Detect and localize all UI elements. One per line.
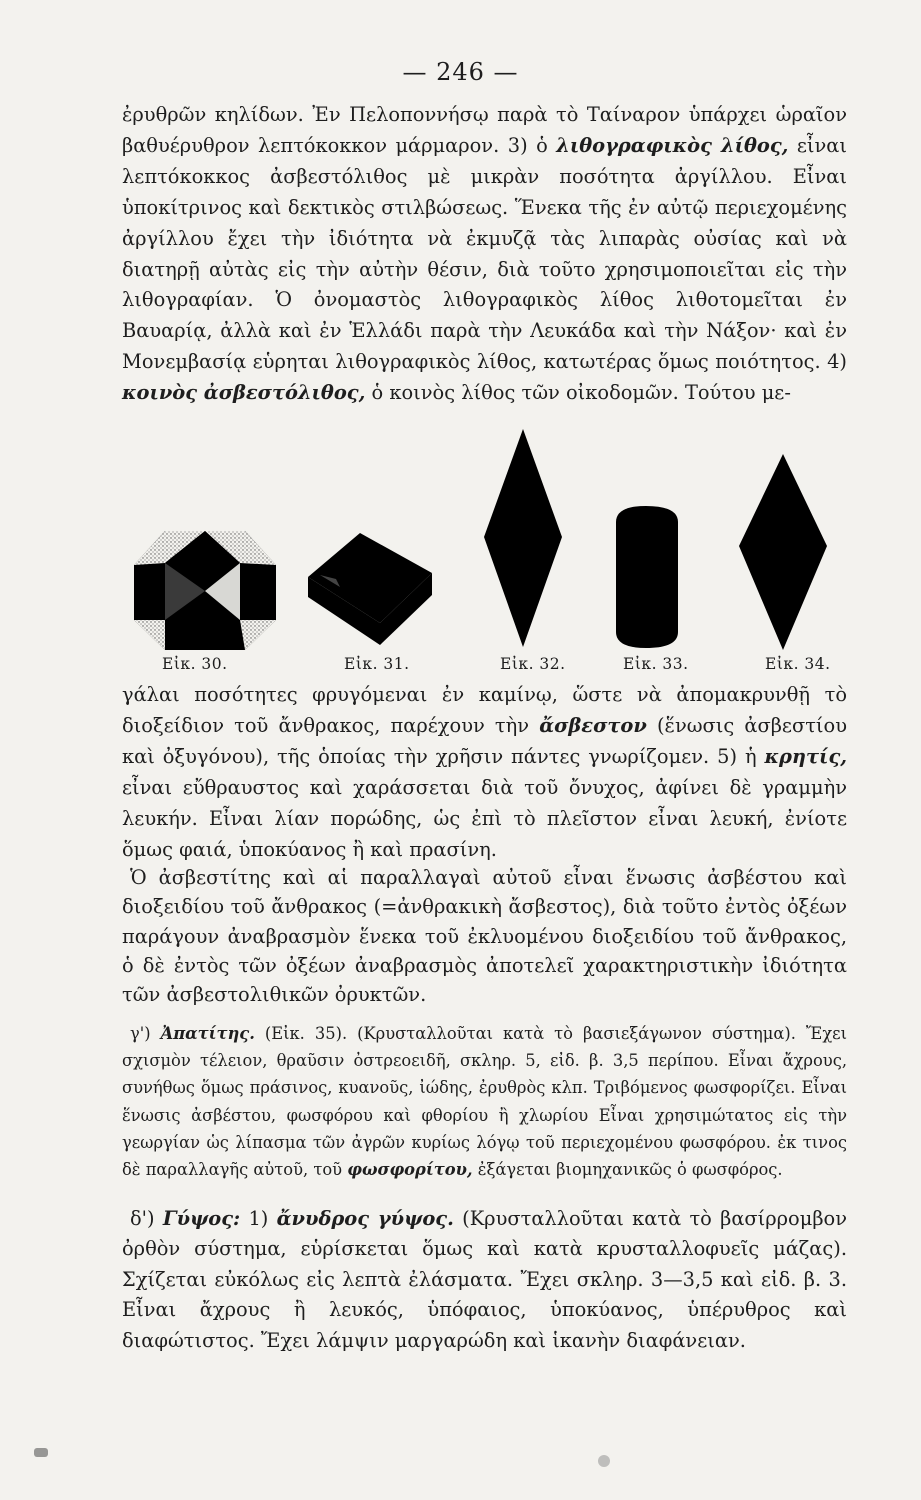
scan-smudge [598, 1455, 610, 1467]
term-chalk: κρητίς, [764, 744, 847, 768]
term-anhydrous-gypsum: ἄνυδρος γύψος. [276, 1207, 454, 1230]
text-segment: ἐρυθρῶν κηλίδων. Ἐν Πελοποννήσῳ παρὰ τὸ Ταίναρον ὑπάρχει ὡραῖον βαθυέρυθρον λεπτόκοκκον μάρμαρον. 3) ὁ [122, 103, 847, 157]
term-common-limestone: κοινὸς ἀσβεστόλιθος, [122, 381, 366, 405]
term-gypsum: Γύψος: [162, 1207, 241, 1230]
text-segment: γάλαι ποσότητες φρυγόμεναι ἐν καμίνῳ, ὥστε νὰ ἀπομακρυνθῇ τὸ διοξείδιον τοῦ ἄνθρακος, παρέχουν τὴν [122, 683, 847, 737]
text-segment: ἐξάγεται βιομηχανικῶς ὁ φωσφόρος. [472, 1160, 783, 1180]
figure-caption: Εἰκ. 33. [623, 655, 689, 673]
page-number: — 246 — [402, 58, 519, 86]
paragraph-asbestite [122, 863, 847, 1009]
paragraph-lithographic-stone [122, 100, 847, 409]
text-segment: (ἕνωσις ἀσβεστίου καὶ ὀξυγόνου), τῆς ὁποίας τὴν χρῆσιν πάντες γνωρίζομεν. 5) ἡ [122, 713, 847, 768]
text-segment: (Κρυσταλλοῦται κατὰ τὸ βασίρρομβον ὀρθὸν σύστημα, εὑρίσκεται ὅμως καὶ κατὰ κρυσταλλοφυεῖς μάζας). Σχίζεται εὐκόλως εἰς λεπτὰ ἐλάσματα. Ἔχει σκληρ. 3—3,5 καὶ εἰδ. β. 3. Εἶναι ἄχρους ἢ λευκός, ὑπόφαιος, ὑποκύανος, ὑπέρυθρος καὶ διαφώτιστος. Ἔχει λάμψιν μαργαρώδη καὶ ἱκανὴν διαφάνειαν. [122, 1207, 847, 1352]
text-segment: εἶναι λεπτόκοκκος ἀσβεστόλιθος μὲ μικρὰν ποσότητα ἀργίλλου. Εἶναι ὑποκίτρινος καὶ δεκτικὸς στιλβώσεως. Ἕνεκα τῆς ἐν αὐτῷ περιεχομένης ἀργίλλου ἔχει τὴν ἰδιότητα νὰ ἐκμυζᾷ τὰς λιπαρὰς οὐσίας καὶ νὰ διατηρῇ αὐτὰς εἰς τὴν αὐτὴν θέσιν, διὰ τοῦτο χρησιμοποιεῖται εἰς τὴν λιθογραφίαν. Ὁ ὀνομαστὸς λιθογραφικὸς λίθος λιθοτομεῖται ἐν Βαυαρίᾳ, ἀλλὰ καὶ ἐν Ἑλλάδι παρὰ τὴν Λευκάδα καὶ τὴν Νάξον· καὶ ἐν Μονεμβασίᾳ εὑρηται λιθογραφικὸς λίθος, κατωτέρας ὅμως ποιότητος. 4) [122, 133, 847, 374]
figure-33-prism [610, 500, 685, 655]
figure-32-bipyramid [478, 425, 568, 655]
figure-30-cuboctahedron [130, 525, 280, 655]
figure-caption: Εἰκ. 32. [500, 655, 566, 673]
figure-caption: Εἰκ. 34. [765, 655, 831, 673]
figure-31-rhombohedron [300, 525, 445, 655]
figure-caption: Εἰκ. 31. [344, 655, 410, 673]
term-lime: ἄσβεστον [539, 713, 647, 737]
figure-34-pyramid [733, 450, 833, 655]
figure-caption: Εἰκ. 30. [162, 655, 228, 673]
section-label: δ') [130, 1207, 163, 1230]
text-segment: ὁ κοινὸς λίθος τῶν οἰκοδομῶν. Τούτου με- [365, 381, 791, 405]
text-segment: εἶναι εὔθραυστος καὶ χαράσσεται διὰ τοῦ ὄνυχος, ἀφίνει δὲ γραμμὴν λευκήν. Εἶναι λίαν πορώδης, ὡς ἐπὶ τὸ πλεῖστον εἶναι λευκή, ἐνίοτε ὅμως φαιά, ὑποκύανος ἢ καὶ πρασίνη. [122, 775, 847, 861]
section-label: γ') [130, 1024, 161, 1043]
paragraph-lime-and-chalk [122, 680, 847, 865]
term-apatite: Ἀπατίτης. [160, 1024, 255, 1043]
text-segment: (Εἰκ. 35). (Κρυσταλλοῦται κατὰ τὸ βασιεξάγωνον σύστημα). Ἔχει σχισμὸν τέλειον, θραῦσιν ὀστρεοειδῆ, σκληρ. 5, εἰδ. β. 3,5 περίπου. Εἶναι ἄχρους, συνήθως ὅμως πράσινος, κυανοῦς, ἰώδης, ἐρυθρὸς κλπ. Τριβόμενος φωσφορίζει. Εἶναι ἕνωσις ἀσβέστου, φωσφόρου καὶ φθορίου ἢ χλωρίου Εἶναι χρησιμώτατος εἰς τὴν γεωργίαν ὡς λίπασμα τῶν ἀγρῶν κυρίως λόγῳ τοῦ περιεχομένου φωσφόρου. ἐκ τινος δὲ παραλλαγῆς αὐτοῦ, τοῦ [122, 1024, 848, 1180]
term-phosphorite: φωσφορίτου, [347, 1160, 473, 1180]
paragraph-gypsum [122, 1204, 847, 1356]
paragraph-apatite [122, 1020, 847, 1183]
text-segment: Ὁ ἀσβεστίτης καὶ αἱ παραλλαγαὶ αὐτοῦ εἶναι ἕνωσις ἀσβέστου καὶ διοξειδίου τοῦ ἄνθρακος (=ἀνθρακικὴ ἄσβεστος), διὰ τοῦτο ἐντὸς ὀξέων παράγουν ἀναβρασμὸν ἕνεκα τοῦ ἐκλυομένου διοξειδίου τοῦ ἄνθρακος, ὁ δὲ ἐντὸς τῶν ὀξέων ἀναβρασμὸς ἀποτελεῖ χαρακτηριστικὴν ἰδιότητα τῶν ἀσβεστολιθικῶν ὀρυκτῶν. [122, 866, 847, 1007]
term-lithographic-stone: λιθογραφικὸς λίθος, [556, 133, 789, 157]
scan-smudge [34, 1448, 48, 1457]
text-segment: 1) [240, 1207, 277, 1230]
